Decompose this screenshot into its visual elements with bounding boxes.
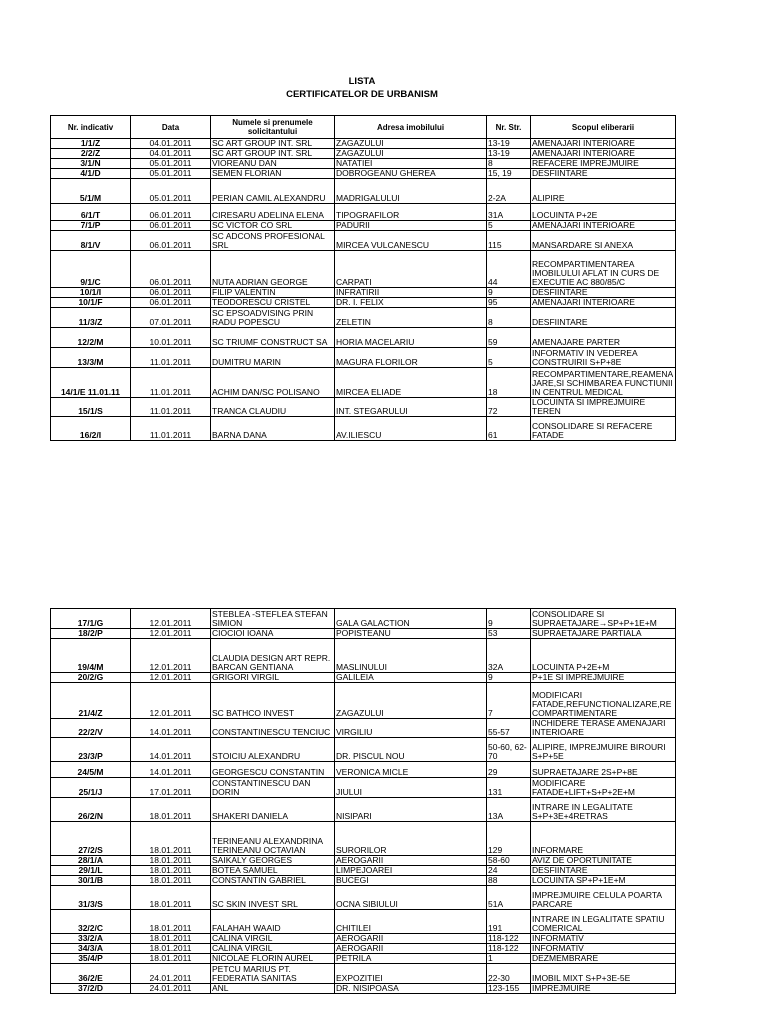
cell-nr-indicativ: 22/2/V xyxy=(51,719,131,738)
cell-street-number: 123-155 xyxy=(487,984,531,994)
cell-date: 18.01.2011 xyxy=(131,856,211,866)
cell-scope: INFORMATIV IN VEDEREA CONSTRUIRII S+P+8E xyxy=(531,348,676,368)
table-row xyxy=(51,159,676,169)
cell-nr-indicativ: 36/2/E xyxy=(51,964,131,984)
cell-applicant: SC ART GROUP INT. SRL xyxy=(211,149,335,159)
cell-address: MASLINULUI xyxy=(335,639,487,673)
cell-date: 18.01.2011 xyxy=(131,886,211,910)
cell-date: 14.01.2011 xyxy=(131,719,211,738)
cell-date: 06.01.2011 xyxy=(131,251,211,288)
cell-nr-indicativ: 2/2/Z xyxy=(51,149,131,159)
table-row xyxy=(51,139,676,149)
cell-street-number: 5 xyxy=(487,221,531,231)
cell-address: EXPOZITIEI xyxy=(335,964,487,984)
cell-address: SURORILOR xyxy=(335,822,487,856)
cell-applicant: TEODORESCU CRISTEL xyxy=(211,298,335,308)
cell-nr-indicativ: 20/2/G xyxy=(51,673,131,683)
cell-street-number: 24 xyxy=(487,866,531,876)
cell-scope: AVIZ DE OPORTUNITATE xyxy=(531,856,676,866)
cell-street-number: 31A xyxy=(487,204,531,221)
header-nr-indicativ: Nr. indicativ xyxy=(51,116,131,139)
cell-applicant: SC SKIN INVEST SRL xyxy=(211,886,335,910)
cell-street-number: 9 xyxy=(487,288,531,298)
cell-scope: DESFIINTARE xyxy=(531,866,676,876)
cell-street-number: 13A xyxy=(487,798,531,822)
cell-address: INT. STEGARULUI xyxy=(335,398,487,417)
cell-applicant: SAIKALY GEORGES xyxy=(211,856,335,866)
cell-nr-indicativ: 32/2/C xyxy=(51,910,131,934)
cell-date: 06.01.2011 xyxy=(131,204,211,221)
cell-date: 18.01.2011 xyxy=(131,934,211,944)
cell-address: VIRGILIU xyxy=(335,719,487,738)
table-row xyxy=(51,683,676,719)
cell-applicant: CIRESARU ADELINA ELENA xyxy=(211,204,335,221)
cell-address: NISIPARI xyxy=(335,798,487,822)
table-row xyxy=(51,934,676,944)
cell-street-number: 95 xyxy=(487,298,531,308)
cell-address: AEROGARII xyxy=(335,934,487,944)
cell-date: 17.01.2011 xyxy=(131,778,211,798)
cell-scope: IMOBIL MIXT S+P+3E-5E xyxy=(531,964,676,984)
cell-scope: LOCUINTA P+2E+M xyxy=(531,639,676,673)
cell-scope: RECOMPARTIMENTARE,REAMENAJARE,SI SCHIMBAREA FUNCTIUNII IN CENTRUL MEDICAL xyxy=(531,368,676,398)
cell-nr-indicativ: 28/1/A xyxy=(51,856,131,866)
cell-scope: INTRARE IN LEGALITATE SPATIU COMERICAL xyxy=(531,910,676,934)
header-scop: Scopul eliberarii xyxy=(531,116,676,139)
cell-scope: INTRARE IN LEGALITATE S+P+3E+4RETRAS xyxy=(531,798,676,822)
header-adresa: Adresa imobilului xyxy=(335,116,487,139)
cell-scope: SUPRAETAJARE 2S+P+8E xyxy=(531,762,676,778)
cell-applicant: SC ADCONS PROFESIONAL SRL xyxy=(211,231,335,251)
cell-address: AEROGARII xyxy=(335,944,487,954)
table-row xyxy=(51,738,676,762)
cell-address: ZAGAZULUI xyxy=(335,683,487,719)
cell-date: 11.01.2011 xyxy=(131,368,211,398)
document-title: LISTA xyxy=(348,76,376,87)
cell-scope: DESFIINTARE xyxy=(531,288,676,298)
cell-street-number: 131 xyxy=(487,778,531,798)
cell-applicant: GEORGESCU CONSTANTIN xyxy=(211,762,335,778)
cell-date: 07.01.2011 xyxy=(131,308,211,328)
cell-date: 14.01.2011 xyxy=(131,762,211,778)
cell-scope: CONSOLIDARE SI REFACERE FATADE xyxy=(531,417,676,441)
cell-street-number: 59 xyxy=(487,328,531,348)
cell-street-number: 118-122 xyxy=(487,944,531,954)
cell-street-number: 22-30 xyxy=(487,964,531,984)
cell-applicant: CONSTANTIN GABRIEL xyxy=(211,876,335,886)
table-row xyxy=(51,169,676,179)
cell-nr-indicativ: 31/3/S xyxy=(51,886,131,910)
table-header-row xyxy=(51,116,676,139)
table-row xyxy=(51,984,676,994)
cell-nr-indicativ: 4/1/D xyxy=(51,169,131,179)
cell-applicant: SC EPSOADVISING PRIN RADU POPESCU xyxy=(211,308,335,328)
table-row xyxy=(51,368,676,398)
cell-scope: IMPREJMUIRE xyxy=(531,984,676,994)
cell-applicant: SC BATHCO INVEST xyxy=(211,683,335,719)
cell-scope: AMENAJARI INTERIOARE xyxy=(531,149,676,159)
table-row xyxy=(51,348,676,368)
cell-date: 18.01.2011 xyxy=(131,866,211,876)
table-row xyxy=(51,639,676,673)
cell-applicant: STOICIU ALEXANDRU xyxy=(211,738,335,762)
cell-date: 18.01.2011 xyxy=(131,822,211,856)
cell-date: 05.01.2011 xyxy=(131,169,211,179)
cell-address: INFRATIRII xyxy=(335,288,487,298)
cell-applicant: STEBLEA -STEFLEA STEFAN SIMION xyxy=(211,609,335,629)
cell-street-number: 44 xyxy=(487,251,531,288)
cell-scope: INCHIDERE TERASE AMENAJARI INTERIOARE xyxy=(531,719,676,738)
cell-address: PADURII xyxy=(335,221,487,231)
cell-street-number: 7 xyxy=(487,683,531,719)
cell-address: ZELETIN xyxy=(335,308,487,328)
cell-scope: LOCUINTA P+2E xyxy=(531,204,676,221)
header-solicitant: Numele si prenumele solicitantului xyxy=(211,116,335,139)
cell-date: 06.01.2011 xyxy=(131,231,211,251)
header-nr-str: Nr. Str. xyxy=(487,116,531,139)
cell-applicant: NUTA ADRIAN GEORGE xyxy=(211,251,335,288)
certificates-table-page-1 xyxy=(50,115,676,441)
cell-applicant: CONSTANTINESCU TENCIUC xyxy=(211,719,335,738)
cell-scope: INFORMATIV xyxy=(531,944,676,954)
cell-address: MADRIGALULUI xyxy=(335,179,487,204)
table-row xyxy=(51,398,676,417)
cell-applicant: SC ART GROUP INT. SRL xyxy=(211,139,335,149)
cell-nr-indicativ: 33/2/A xyxy=(51,934,131,944)
cell-street-number: 51A xyxy=(487,886,531,910)
cell-scope: DEZMEMBRARE xyxy=(531,954,676,964)
cell-date: 11.01.2011 xyxy=(131,348,211,368)
cell-nr-indicativ: 26/2/N xyxy=(51,798,131,822)
cell-address: AEROGARII xyxy=(335,856,487,866)
cell-scope: LOCUINTA SP+P+1E+M xyxy=(531,876,676,886)
cell-scope: LOCUINTA SI IMPREJMUIRE TEREN xyxy=(531,398,676,417)
cell-date: 18.01.2011 xyxy=(131,910,211,934)
cell-applicant: VIOREANU DAN xyxy=(211,159,335,169)
table-row xyxy=(51,204,676,221)
cell-nr-indicativ: 17/1/G xyxy=(51,609,131,629)
table-row xyxy=(51,964,676,984)
cell-address: DR. I. FELIX xyxy=(335,298,487,308)
cell-date: 05.01.2011 xyxy=(131,179,211,204)
table-row xyxy=(51,954,676,964)
cell-address: CHITILEI xyxy=(335,910,487,934)
cell-street-number: 61 xyxy=(487,417,531,441)
table-row xyxy=(51,673,676,683)
cell-nr-indicativ: 25/1/J xyxy=(51,778,131,798)
cell-street-number: 8 xyxy=(487,308,531,328)
cell-date: 12.01.2011 xyxy=(131,683,211,719)
cell-date: 12.01.2011 xyxy=(131,639,211,673)
table-row xyxy=(51,288,676,298)
cell-scope: MODIFICARI FATADE,REFUNCTIONALIZARE,RECOMPARTIMENTARE xyxy=(531,683,676,719)
cell-date: 24.01.2011 xyxy=(131,964,211,984)
cell-scope: AMENAJARI INTERIOARE xyxy=(531,221,676,231)
cell-nr-indicativ: 37/2/D xyxy=(51,984,131,994)
cell-address: VERONICA MICLE xyxy=(335,762,487,778)
cell-street-number: 53 xyxy=(487,629,531,639)
cell-street-number: 32A xyxy=(487,639,531,673)
table-row xyxy=(51,609,676,629)
table-row xyxy=(51,221,676,231)
cell-nr-indicativ: 23/3/P xyxy=(51,738,131,762)
cell-address: MAGURA FLORILOR xyxy=(335,348,487,368)
cell-address: NATATIEI xyxy=(335,159,487,169)
table-row xyxy=(51,308,676,328)
cell-address: CARPATI xyxy=(335,251,487,288)
cell-applicant: ACHIM DAN/SC POLISANO xyxy=(211,368,335,398)
cell-address: MIRCEA ELIADE xyxy=(335,368,487,398)
cell-scope: IMPREJMUIRE CELULA POARTA PARCARE xyxy=(531,886,676,910)
cell-scope: AMENAJARI INTERIOARE xyxy=(531,139,676,149)
cell-address: PETRILA xyxy=(335,954,487,964)
cell-scope: AMENAJARI INTERIOARE xyxy=(531,298,676,308)
cell-nr-indicativ: 16/2/I xyxy=(51,417,131,441)
cell-address: ZAGAZULUI xyxy=(335,149,487,159)
cell-nr-indicativ: 12/2/M xyxy=(51,328,131,348)
table-row xyxy=(51,179,676,204)
cell-nr-indicativ: 24/5/M xyxy=(51,762,131,778)
cell-date: 12.01.2011 xyxy=(131,673,211,683)
cell-address: MIRCEA VULCANESCU xyxy=(335,231,487,251)
cell-date: 12.01.2011 xyxy=(131,629,211,639)
cell-date: 06.01.2011 xyxy=(131,221,211,231)
table-row xyxy=(51,231,676,251)
table-row xyxy=(51,876,676,886)
cell-date: 14.01.2011 xyxy=(131,738,211,762)
cell-address: LIMPEJOAREI xyxy=(335,866,487,876)
cell-address: AV.ILIESCU xyxy=(335,417,487,441)
cell-nr-indicativ: 21/4/Z xyxy=(51,683,131,719)
cell-applicant: GRIGORI VIRGIL xyxy=(211,673,335,683)
cell-street-number: 29 xyxy=(487,762,531,778)
cell-applicant: CALINA VIRGIL xyxy=(211,934,335,944)
cell-nr-indicativ: 7/1/P xyxy=(51,221,131,231)
cell-applicant: SEMEN FLORIAN xyxy=(211,169,335,179)
cell-street-number: 2-2A xyxy=(487,179,531,204)
cell-date: 04.01.2011 xyxy=(131,149,211,159)
cell-address: GALA GALACTION xyxy=(335,609,487,629)
cell-address: POPISTEANU xyxy=(335,629,487,639)
cell-nr-indicativ: 1/1/Z xyxy=(51,139,131,149)
cell-street-number: 129 xyxy=(487,822,531,856)
cell-street-number: 50-60, 62-70 xyxy=(487,738,531,762)
cell-applicant: BOTEA SAMUEL xyxy=(211,866,335,876)
cell-nr-indicativ: 10/1/F xyxy=(51,298,131,308)
cell-date: 11.01.2011 xyxy=(131,417,211,441)
cell-address: OCNA SIBIULUI xyxy=(335,886,487,910)
cell-scope: RECOMPARTIMENTAREA IMOBILULUI AFLAT IN CURS DE EXECUTIE AC 880/85/C xyxy=(531,251,676,288)
cell-street-number: 118-122 xyxy=(487,934,531,944)
cell-applicant: ANL xyxy=(211,984,335,994)
document-subtitle: CERTIFICATELOR DE URBANISM xyxy=(286,89,438,100)
cell-applicant: SC TRIUMF CONSTRUCT SA xyxy=(211,328,335,348)
table-row xyxy=(51,856,676,866)
table-row xyxy=(51,298,676,308)
cell-scope: AMENAJARE PARTER xyxy=(531,328,676,348)
cell-applicant: FILIP VALENTIN xyxy=(211,288,335,298)
cell-applicant: TERINEANU ALEXANDRINA TERINEANU OCTAVIAN xyxy=(211,822,335,856)
cell-address: JIULUI xyxy=(335,778,487,798)
cell-applicant: BARNA DANA xyxy=(211,417,335,441)
cell-nr-indicativ: 27/2/S xyxy=(51,822,131,856)
cell-street-number: 58-60 xyxy=(487,856,531,866)
cell-nr-indicativ: 35/4/P xyxy=(51,954,131,964)
table-row xyxy=(51,719,676,738)
cell-street-number: 18 xyxy=(487,368,531,398)
table-row xyxy=(51,866,676,876)
cell-nr-indicativ: 19/4/M xyxy=(51,639,131,673)
cell-applicant: SC VICTOR CO SRL xyxy=(211,221,335,231)
cell-scope: SUPRAETAJARE PARTIALA xyxy=(531,629,676,639)
cell-nr-indicativ: 15/1/S xyxy=(51,398,131,417)
cell-address: TIPOGRAFILOR xyxy=(335,204,487,221)
cell-street-number: 191 xyxy=(487,910,531,934)
cell-street-number: 55-57 xyxy=(487,719,531,738)
cell-address: ZAGAZULUI xyxy=(335,139,487,149)
cell-date: 24.01.2011 xyxy=(131,984,211,994)
cell-street-number: 13-19 xyxy=(487,149,531,159)
cell-scope: ALIPIRE xyxy=(531,179,676,204)
table-row xyxy=(51,629,676,639)
table-row xyxy=(51,944,676,954)
cell-street-number: 72 xyxy=(487,398,531,417)
cell-applicant: CIOCIOI IOANA xyxy=(211,629,335,639)
table-row xyxy=(51,762,676,778)
cell-applicant: FALAHAH WAAID xyxy=(211,910,335,934)
table-row xyxy=(51,798,676,822)
cell-street-number: 8 xyxy=(487,159,531,169)
header-data: Data xyxy=(131,116,211,139)
cell-scope: INFORMARE xyxy=(531,822,676,856)
cell-nr-indicativ: 14/1/E 11.01.11 xyxy=(51,368,131,398)
cell-nr-indicativ: 9/1/C xyxy=(51,251,131,288)
cell-nr-indicativ: 10/1/I xyxy=(51,288,131,298)
table-row xyxy=(51,149,676,159)
cell-applicant: PERIAN CAMIL ALEXANDRU xyxy=(211,179,335,204)
table-row xyxy=(51,910,676,934)
cell-date: 06.01.2011 xyxy=(131,288,211,298)
cell-scope: ALIPIRE, IMPREJMUIRE BIROURI S+P+5E xyxy=(531,738,676,762)
cell-date: 06.01.2011 xyxy=(131,298,211,308)
cell-applicant: DUMITRU MARIN xyxy=(211,348,335,368)
cell-street-number: 1 xyxy=(487,954,531,964)
cell-street-number: 5 xyxy=(487,348,531,368)
cell-address: BUCEGI xyxy=(335,876,487,886)
cell-street-number: 115 xyxy=(487,231,531,251)
cell-date: 18.01.2011 xyxy=(131,798,211,822)
cell-address: GALILEIA xyxy=(335,673,487,683)
cell-scope: INFORMATIV xyxy=(531,934,676,944)
cell-street-number: 15, 19 xyxy=(487,169,531,179)
cell-nr-indicativ: 18/2/P xyxy=(51,629,131,639)
cell-nr-indicativ: 13/3/M xyxy=(51,348,131,368)
cell-street-number: 13-19 xyxy=(487,139,531,149)
cell-date: 18.01.2011 xyxy=(131,944,211,954)
cell-nr-indicativ: 29/1/L xyxy=(51,866,131,876)
cell-applicant: SHAKERI DANIELA xyxy=(211,798,335,822)
table-row xyxy=(51,328,676,348)
table-row xyxy=(51,778,676,798)
cell-date: 18.01.2011 xyxy=(131,954,211,964)
cell-date: 04.01.2011 xyxy=(131,139,211,149)
cell-date: 12.01.2011 xyxy=(131,609,211,629)
cell-scope: MANSARDARE SI ANEXA xyxy=(531,231,676,251)
cell-address: DR. NISIPOASA xyxy=(335,984,487,994)
cell-scope: DESFIINTARE xyxy=(531,169,676,179)
cell-scope: P+1E SI IMPREJMUIRE xyxy=(531,673,676,683)
cell-scope: MODIFICARE FATADE+LIFT+S+P+2E+M xyxy=(531,778,676,798)
cell-scope: REFACERE IMPREJMUIRE xyxy=(531,159,676,169)
cell-street-number: 88 xyxy=(487,876,531,886)
cell-nr-indicativ: 5/1/M xyxy=(51,179,131,204)
cell-applicant: CLAUDIA DESIGN ART REPR. BARCAN GENTIANA xyxy=(211,639,335,673)
cell-nr-indicativ: 8/1/V xyxy=(51,231,131,251)
cell-scope: DESFIINTARE xyxy=(531,308,676,328)
cell-nr-indicativ: 6/1/T xyxy=(51,204,131,221)
cell-applicant: TRANCA CLAUDIU xyxy=(211,398,335,417)
cell-nr-indicativ: 11/3/Z xyxy=(51,308,131,328)
table-row xyxy=(51,886,676,910)
cell-nr-indicativ: 34/3/A xyxy=(51,944,131,954)
cell-date: 11.01.2011 xyxy=(131,398,211,417)
cell-address: DR. PISCUL NOU xyxy=(335,738,487,762)
cell-address: HORIA MACELARIU xyxy=(335,328,487,348)
cell-date: 18.01.2011 xyxy=(131,876,211,886)
cell-applicant: CONSTANTINESCU DAN DORIN xyxy=(211,778,335,798)
cell-applicant: NICOLAE FLORIN AUREL xyxy=(211,954,335,964)
cell-street-number: 9 xyxy=(487,609,531,629)
cell-address: DOBROGEANU GHEREA xyxy=(335,169,487,179)
table-row xyxy=(51,417,676,441)
cell-applicant: CALINA VIRGIL xyxy=(211,944,335,954)
table-row xyxy=(51,251,676,288)
cell-scope: CONSOLIDARE SI SUPRAETAJARE→SP+P+1E+M xyxy=(531,609,676,629)
cell-street-number: 9 xyxy=(487,673,531,683)
cell-nr-indicativ: 3/1/N xyxy=(51,159,131,169)
cell-nr-indicativ: 30/1/B xyxy=(51,876,131,886)
cell-date: 10.01.2011 xyxy=(131,328,211,348)
certificates-table-page-2 xyxy=(50,608,676,994)
cell-applicant: PETCU MARIUS PT. FEDERATIA SANITAS xyxy=(211,964,335,984)
cell-date: 05.01.2011 xyxy=(131,159,211,169)
table-row xyxy=(51,822,676,856)
